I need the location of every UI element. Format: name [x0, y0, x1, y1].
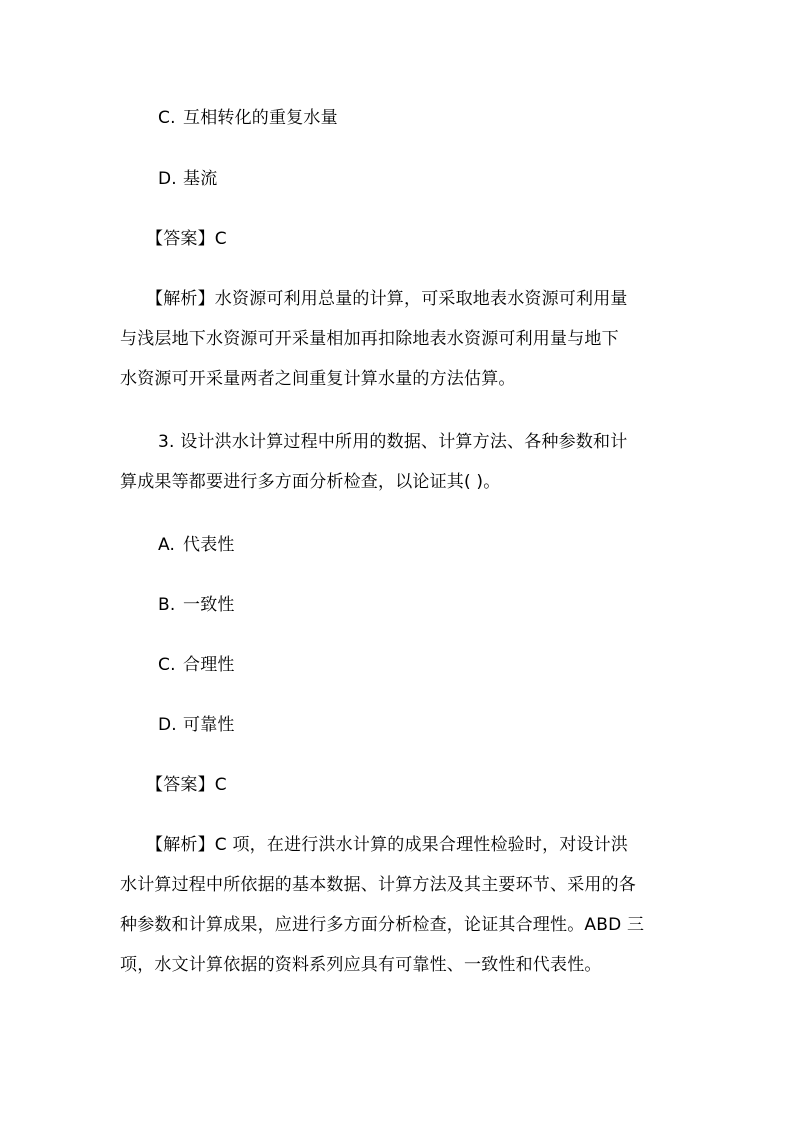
option-c: [158, 108, 338, 128]
option-text: 可靠性: [183, 715, 235, 735]
option-b: [158, 595, 235, 615]
analysis-line: 种参数和计算成果，应进行多方面分析检查，论证其合理性。ABD 三: [120, 915, 645, 935]
option-text: 基流: [183, 169, 218, 189]
option-d: [158, 715, 235, 735]
option-text: 代表性: [183, 535, 235, 555]
answer-line: 【答案】C: [146, 229, 227, 249]
option-letter: D.: [158, 715, 177, 735]
option-d: [158, 169, 217, 189]
analysis-line: 【解析】C 项，在进行洪水计算的成果合理性检验时，对设计洪: [146, 835, 629, 855]
option-letter: D.: [158, 169, 177, 189]
option-letter: A.: [158, 535, 176, 555]
option-text: 一致性: [183, 595, 235, 615]
question-line: 3. 设计洪水计算过程中所用的数据、计算方法、各种参数和计: [158, 432, 628, 452]
analysis-line: 水资源可开采量两者之间重复计算水量的方法估算。: [120, 369, 516, 389]
option-a: [158, 535, 235, 555]
answer-line: 【答案】C: [146, 775, 227, 795]
option-c: [158, 655, 235, 675]
analysis-line: 与浅层地下水资源可开采量相加再扣除地表水资源可利用量与地下: [120, 329, 619, 349]
analysis-line: 水计算过程中所依据的基本数据、计算方法及其主要环节、采用的各: [120, 875, 636, 895]
option-text: 合理性: [183, 655, 235, 675]
option-letter: C.: [158, 655, 176, 675]
question-line: 算成果等都要进行多方面分析检查，以论证其( )。: [120, 472, 501, 492]
option-letter: B.: [158, 595, 176, 615]
analysis-line: 【解析】水资源可利用总量的计算，可采取地表水资源可利用量: [146, 289, 628, 309]
analysis-line: 项，水文计算依据的资料系列应具有可靠性、一致性和代表性。: [120, 955, 602, 975]
option-letter: C.: [158, 108, 176, 128]
option-text: 互相转化的重复水量: [183, 108, 338, 128]
